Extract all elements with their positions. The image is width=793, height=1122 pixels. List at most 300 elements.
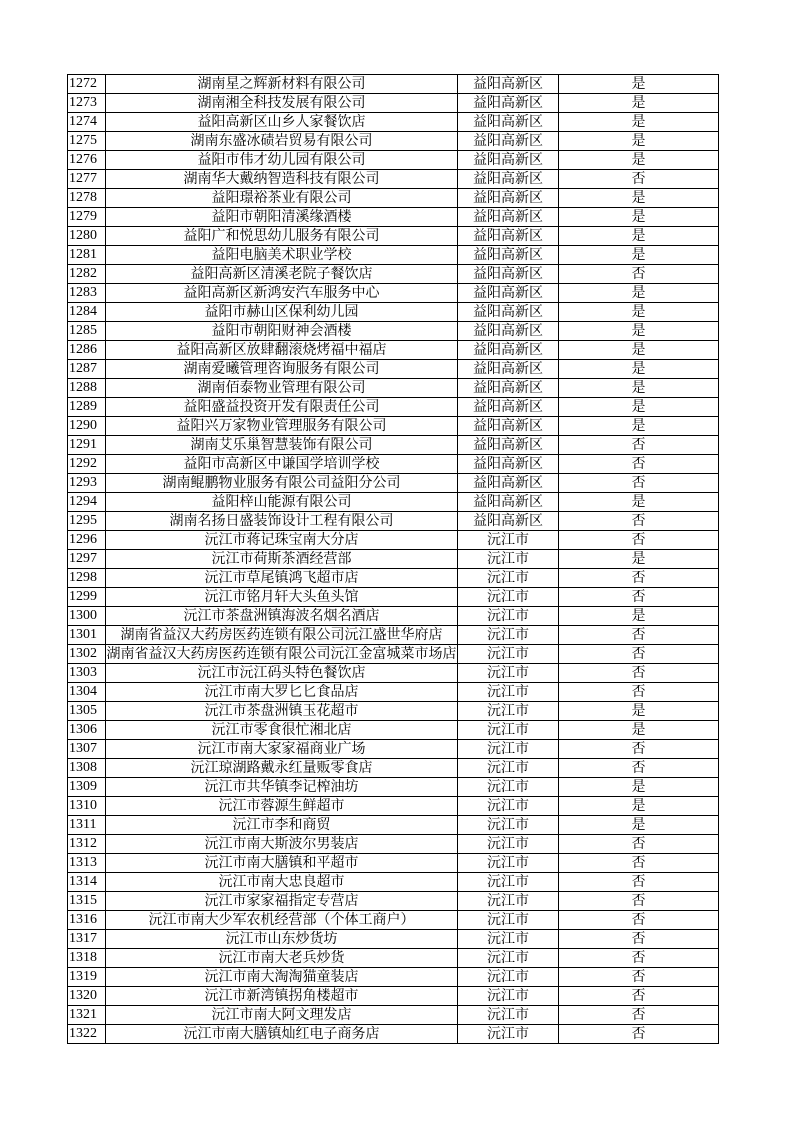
row-number-cell [68,303,106,322]
table-row [68,455,719,474]
status-flag-cell [559,303,719,322]
company-name-cell [106,94,458,113]
row-number: 1303 [69,665,97,680]
district-cell [458,664,559,683]
company-name-cell [106,170,458,189]
district-cell [458,721,559,740]
district: 益阳高新区 [473,152,543,168]
district: 益阳高新区 [473,361,543,377]
district: 沅江市 [487,760,529,776]
company-name-cell [106,436,458,455]
status-flag: 是 [631,114,646,130]
status-flag-cell [559,132,719,151]
company-name-cell [106,854,458,873]
district-cell [458,968,559,987]
company-name-cell [106,664,458,683]
district-cell [458,854,559,873]
status-flag-cell [559,740,719,759]
row-number-cell [68,246,106,265]
company-name-cell [106,1006,458,1025]
status-flag-cell [559,683,719,702]
status-flag-cell [559,588,719,607]
status-flag: 是 [631,798,646,814]
district: 益阳高新区 [473,171,543,187]
district: 益阳高新区 [473,304,543,320]
table-row [68,854,719,873]
district: 沅江市 [487,722,529,738]
table-row [68,664,719,683]
row-number-cell [68,512,106,531]
district: 沅江市 [487,988,529,1004]
table-row [68,246,719,265]
table-row [68,835,719,854]
company-name-cell [106,607,458,626]
district: 沅江市 [487,836,529,852]
district-cell [458,569,559,588]
row-number: 1290 [69,418,97,433]
status-flag-cell [559,949,719,968]
status-flag-cell [559,873,719,892]
district-cell [458,911,559,930]
row-number-cell [68,607,106,626]
status-flag-cell [559,227,719,246]
district: 沅江市 [487,608,529,624]
row-number: 1305 [69,703,97,718]
company-name-cell [106,303,458,322]
company-name-cell [106,873,458,892]
company-name-cell [106,740,458,759]
company-name: 益阳电脑美术职业学校 [211,247,352,263]
status-flag: 是 [631,342,646,358]
row-number-cell [68,265,106,284]
district: 沅江市 [487,551,529,567]
status-flag: 否 [631,931,646,947]
district: 益阳高新区 [473,475,543,491]
company-name: 益阳璟裕茶业有限公司 [211,190,352,206]
district-cell [458,246,559,265]
district-cell [458,455,559,474]
company-name-cell [106,75,458,94]
company-name: 沅江市南大淘淘猫童装店 [204,969,359,985]
row-number-cell [68,702,106,721]
company-name-cell [106,892,458,911]
row-number-cell [68,189,106,208]
status-flag-cell [559,474,719,493]
company-name-cell [106,816,458,835]
district: 益阳高新区 [473,114,543,130]
status-flag: 否 [631,532,646,548]
status-flag-cell [559,151,719,170]
row-number-cell [68,1006,106,1025]
district: 益阳高新区 [473,323,543,339]
company-name-cell [106,835,458,854]
row-number-cell [68,664,106,683]
status-flag: 否 [631,741,646,757]
row-number: 1282 [69,266,97,281]
district-cell [458,208,559,227]
status-flag-cell [559,75,719,94]
row-number-cell [68,170,106,189]
row-number: 1281 [69,247,97,262]
company-name: 沅江市李和商贸 [232,817,331,833]
district: 益阳高新区 [473,76,543,92]
row-number: 1317 [69,931,97,946]
company-name-cell [106,398,458,417]
row-number-cell [68,531,106,550]
status-flag-cell [559,569,719,588]
status-flag-cell [559,607,719,626]
row-number-cell [68,873,106,892]
district-cell [458,645,559,664]
district: 沅江市 [487,931,529,947]
company-name: 益阳盛益投资开发有限责任公司 [183,399,380,415]
status-flag: 否 [631,836,646,852]
company-name: 沅江琼湖路戴永红量贩零食店 [190,760,373,776]
status-flag: 否 [631,855,646,871]
table-row [68,949,719,968]
table-row [68,75,719,94]
district: 沅江市 [487,950,529,966]
district-cell [458,151,559,170]
data-table [67,74,719,1044]
row-number-cell [68,322,106,341]
row-number-cell [68,626,106,645]
status-flag: 是 [631,361,646,377]
row-number: 1294 [69,494,97,509]
district: 沅江市 [487,570,529,586]
company-name: 益阳高新区山乡人家餐饮店 [197,114,366,130]
table-row [68,550,719,569]
district: 益阳高新区 [473,209,543,225]
status-flag: 是 [631,190,646,206]
company-name: 益阳市伟才幼儿园有限公司 [197,152,366,168]
table-row [68,740,719,759]
row-number: 1297 [69,551,97,566]
row-number: 1285 [69,323,97,338]
row-number-cell [68,645,106,664]
company-name: 沅江市南大膳镇灿红电子商务店 [183,1026,380,1042]
table-row [68,474,719,493]
company-name: 益阳高新区放肆翻滚烧烤福中福店 [176,342,387,358]
status-flag-cell [559,930,719,949]
row-number-cell [68,284,106,303]
district-cell [458,930,559,949]
row-number-cell [68,151,106,170]
row-number: 1318 [69,950,97,965]
row-number: 1279 [69,209,97,224]
company-name: 沅江市南大忠良超市 [218,874,345,890]
district-cell [458,360,559,379]
row-number-cell [68,911,106,930]
company-name-cell [106,930,458,949]
status-flag: 否 [631,456,646,472]
district-cell [458,759,559,778]
row-number-cell [68,759,106,778]
district-cell [458,75,559,94]
table-row [68,873,719,892]
row-number: 1296 [69,532,97,547]
district: 益阳高新区 [473,494,543,510]
table-row [68,968,719,987]
company-name: 沅江市零食很忙湘北店 [211,722,352,738]
status-flag: 是 [631,323,646,339]
status-flag-cell [559,398,719,417]
district-cell [458,588,559,607]
district: 益阳高新区 [473,266,543,282]
table-row [68,1006,719,1025]
district: 沅江市 [487,1007,529,1023]
district-cell [458,740,559,759]
status-flag-cell [559,968,719,987]
status-flag: 是 [631,817,646,833]
district-cell [458,816,559,835]
row-number-cell [68,341,106,360]
company-name-cell [106,531,458,550]
company-name-cell [106,512,458,531]
status-flag-cell [559,702,719,721]
company-name: 湖南爱曦管理咨询服务有限公司 [183,361,380,377]
district: 沅江市 [487,893,529,909]
row-number: 1277 [69,171,97,186]
row-number: 1276 [69,152,97,167]
row-number-cell [68,797,106,816]
row-number-cell [68,227,106,246]
row-number-cell [68,740,106,759]
table-row [68,303,719,322]
district: 沅江市 [487,741,529,757]
status-flag-cell [559,455,719,474]
table-row [68,284,719,303]
company-name-cell [106,113,458,132]
company-name-cell [106,949,458,968]
row-number-cell [68,1025,106,1044]
district-cell [458,132,559,151]
row-number: 1274 [69,114,97,129]
district: 益阳高新区 [473,228,543,244]
district-cell [458,949,559,968]
company-name: 沅江市家家福指定专营店 [204,893,359,909]
status-flag: 否 [631,893,646,909]
status-flag-cell [559,170,719,189]
table-row [68,645,719,664]
row-number-cell [68,854,106,873]
status-flag: 是 [631,285,646,301]
row-number-cell [68,683,106,702]
row-number: 1316 [69,912,97,927]
row-number-cell [68,721,106,740]
district-cell [458,322,559,341]
district-cell [458,303,559,322]
company-name: 益阳市朝阳财神会酒楼 [211,323,352,339]
company-name: 湖南艾乐巢智慧装饰有限公司 [190,437,373,453]
status-flag: 否 [631,475,646,491]
district-cell [458,493,559,512]
district-cell [458,341,559,360]
table-row [68,398,719,417]
table-row [68,94,719,113]
row-number: 1322 [69,1026,97,1041]
table-row [68,1025,719,1044]
district-cell [458,835,559,854]
status-flag-cell [559,436,719,455]
row-number: 1291 [69,437,97,452]
row-number-cell [68,930,106,949]
row-number-cell [68,417,106,436]
status-flag-cell [559,1006,719,1025]
company-name: 沅江市铭月轩大头鱼头馆 [204,589,359,605]
district-cell [458,474,559,493]
status-flag: 是 [631,494,646,510]
row-number-cell [68,474,106,493]
company-name: 沅江市沅江码头特色餐饮店 [197,665,366,681]
row-number-cell [68,816,106,835]
status-flag: 否 [631,874,646,890]
district: 沅江市 [487,874,529,890]
district: 益阳高新区 [473,285,543,301]
status-flag: 是 [631,779,646,795]
company-name: 沅江市南大阿文理发店 [211,1007,352,1023]
district: 沅江市 [487,627,529,643]
district: 沅江市 [487,798,529,814]
row-number-cell [68,550,106,569]
row-number: 1299 [69,589,97,604]
status-flag: 是 [631,152,646,168]
company-name-cell [106,702,458,721]
row-number-cell [68,208,106,227]
table-row [68,911,719,930]
company-name-cell [106,341,458,360]
table-row [68,531,719,550]
status-flag-cell [559,835,719,854]
table-row [68,626,719,645]
district-cell [458,398,559,417]
status-flag: 否 [631,665,646,681]
district-cell [458,1025,559,1044]
company-name: 沅江市茶盘洲镇玉花超市 [204,703,359,719]
company-name-cell [106,189,458,208]
status-flag: 否 [631,950,646,966]
district: 益阳高新区 [473,513,543,529]
district: 益阳高新区 [473,380,543,396]
company-name-cell [106,265,458,284]
district: 益阳高新区 [473,190,543,206]
company-name-cell [106,721,458,740]
district: 沅江市 [487,684,529,700]
district: 沅江市 [487,703,529,719]
district-cell [458,778,559,797]
company-name-cell [106,455,458,474]
status-flag: 是 [631,228,646,244]
status-flag: 是 [631,209,646,225]
status-flag-cell [559,1025,719,1044]
company-name: 沅江市茶盘洲镇海波名烟名酒店 [183,608,380,624]
table-row [68,227,719,246]
table-row [68,379,719,398]
row-number-cell [68,778,106,797]
row-number: 1306 [69,722,97,737]
row-number: 1310 [69,798,97,813]
row-number: 1302 [69,646,97,661]
row-number: 1313 [69,855,97,870]
company-name: 益阳兴万家物业管理服务有限公司 [176,418,387,434]
row-number: 1289 [69,399,97,414]
district-cell [458,892,559,911]
company-name: 沅江市南大家家福商业广场 [197,741,366,757]
district: 益阳高新区 [473,399,543,415]
status-flag: 否 [631,646,646,662]
row-number: 1275 [69,133,97,148]
company-name: 湖南湘全科技发展有限公司 [197,95,366,111]
row-number-cell [68,379,106,398]
district: 沅江市 [487,589,529,605]
district: 沅江市 [487,969,529,985]
district: 益阳高新区 [473,247,543,263]
company-name-cell [106,493,458,512]
district: 沅江市 [487,665,529,681]
table-row [68,702,719,721]
district-cell [458,227,559,246]
status-flag: 否 [631,684,646,700]
district-cell [458,170,559,189]
company-name-cell [106,474,458,493]
company-name-cell [106,284,458,303]
status-flag-cell [559,360,719,379]
district-cell [458,417,559,436]
company-name: 沅江市蒋记珠宝南大分店 [204,532,359,548]
row-number: 1319 [69,969,97,984]
row-number-cell [68,360,106,379]
company-name: 沅江市山东炒货坊 [225,931,338,947]
district: 沅江市 [487,779,529,795]
company-name: 湖南鲲鹏物业服务有限公司益阳分公司 [162,475,401,491]
status-flag: 否 [631,1026,646,1042]
row-number: 1286 [69,342,97,357]
row-number-cell [68,987,106,1006]
district: 益阳高新区 [473,95,543,111]
table-row [68,113,719,132]
company-name-cell [106,626,458,645]
status-flag-cell [559,322,719,341]
status-flag: 是 [631,247,646,263]
status-flag-cell [559,854,719,873]
district-cell [458,531,559,550]
row-number: 1273 [69,95,97,110]
row-number: 1307 [69,741,97,756]
company-name-cell [106,683,458,702]
table-row [68,132,719,151]
table-row [68,265,719,284]
table-row [68,417,719,436]
status-flag: 否 [631,1007,646,1023]
row-number: 1293 [69,475,97,490]
company-name: 湖南省益汉大药房医药连锁有限公司沅江金富城菜市场店 [106,646,457,662]
status-flag-cell [559,208,719,227]
row-number: 1312 [69,836,97,851]
district-cell [458,550,559,569]
district: 益阳高新区 [473,133,543,149]
status-flag-cell [559,493,719,512]
company-name: 益阳高新区新鸿安汽车服务中心 [183,285,380,301]
company-name-cell [106,208,458,227]
row-number: 1309 [69,779,97,794]
table-row [68,189,719,208]
district-cell [458,113,559,132]
row-number: 1320 [69,988,97,1003]
row-number-cell [68,493,106,512]
table-row [68,778,719,797]
status-flag-cell [559,265,719,284]
district-cell [458,512,559,531]
